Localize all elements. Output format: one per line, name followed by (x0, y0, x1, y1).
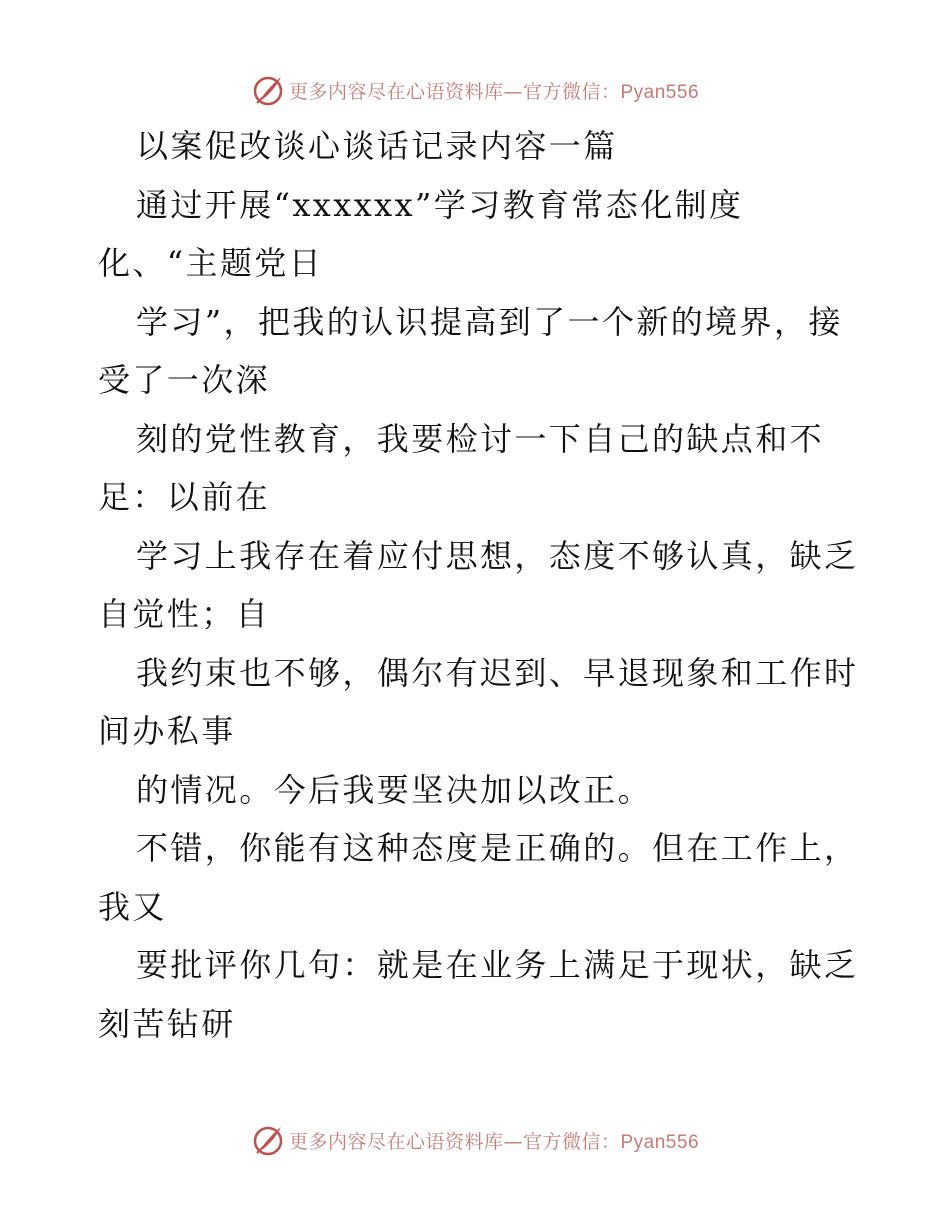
watermark-text (289, 77, 699, 104)
paragraph-line: 受了一次深 (98, 361, 271, 399)
paragraph-line: 刻的党性教育，我要检讨一下自己的缺点和不 (136, 420, 825, 458)
header-watermark (0, 70, 950, 110)
paragraph-line: 我又 (98, 888, 167, 926)
quill-seal-icon (251, 73, 285, 107)
paragraph-line: 刻苦钻研 (98, 1005, 236, 1043)
paragraph-line: 化、“主题党日 (98, 244, 324, 282)
paragraph-line: 学习”，把我的认识提高到了一个新的境界，接 (136, 303, 843, 341)
paragraph-line: 不错，你能有这种态度是正确的。但在工作上， (136, 829, 859, 867)
footer-watermark (0, 1120, 950, 1160)
paragraph-line: 学习上我存在着应付思想，态度不够认真，缺乏 (136, 537, 859, 575)
paragraph-line: 间办私事 (98, 712, 236, 750)
watermark-id: Pyan556 (620, 1131, 700, 1153)
quill-seal-icon (251, 1123, 285, 1157)
watermark-label: 更多内容尽在心语资料库—官方微信： (288, 1130, 621, 1153)
paragraph-line: 的情况。今后我要坚决加以改正。 (136, 771, 653, 809)
paragraph-line: 要批评你几句：就是在业务上满足于现状，缺乏 (136, 946, 859, 984)
paragraph-line: 自觉性；自 (98, 595, 271, 633)
watermark-label: 更多内容尽在心语资料库—官方微信： (288, 80, 621, 103)
paragraph-line: 通过开展“xxxxxx”学习教育常态化制度 (136, 186, 744, 224)
paragraph-line: 我约束也不够，偶尔有迟到、早退现象和工作时 (136, 654, 859, 692)
document-title: 以案促改谈心谈话记录内容一篇 (136, 127, 618, 165)
watermark-text (289, 1127, 699, 1154)
watermark-id: Pyan556 (620, 81, 700, 103)
paragraph-line: 足：以前在 (98, 478, 271, 516)
